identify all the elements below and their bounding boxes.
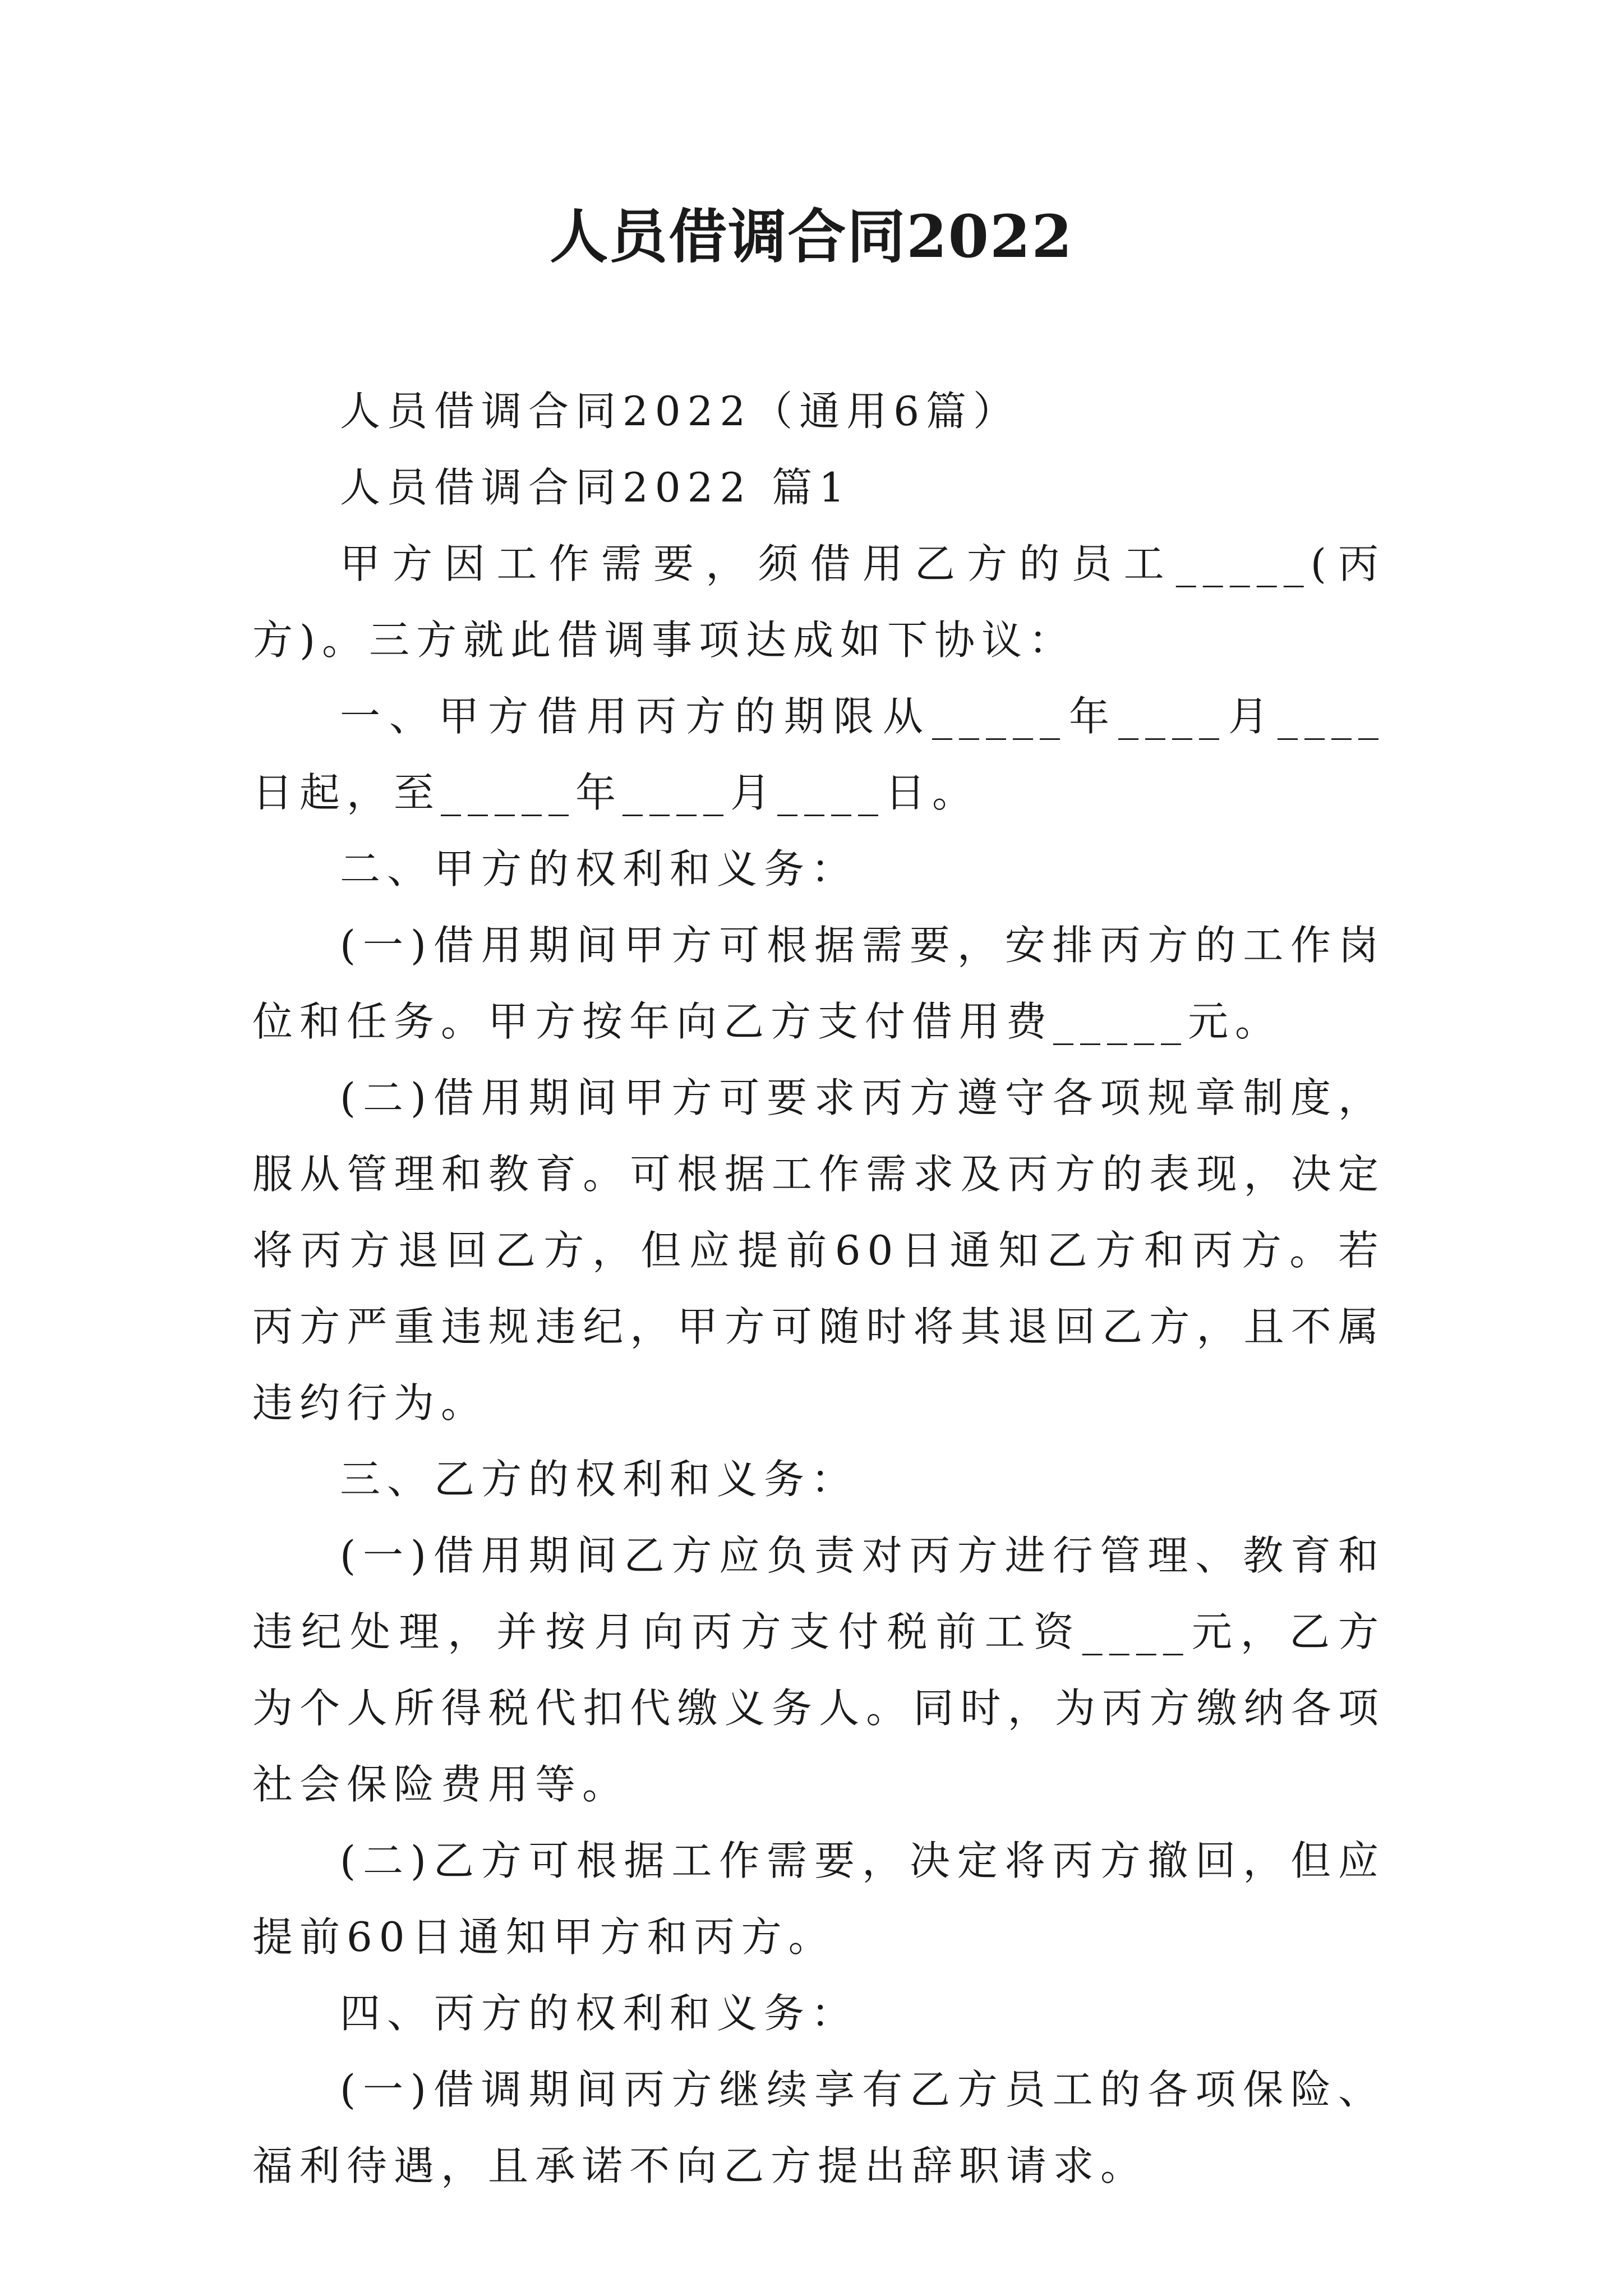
document-body <box>252 373 1385 2204</box>
paragraph-clause-4-1: (一)借调期间丙方继续享有乙方员工的各项保险、福利待遇，且承诺不向乙方提出辞职请求。 <box>252 2066 1385 2189</box>
paragraph-clause-2-1: (一)借用期间甲方可根据需要，安排丙方的工作岗位和任务。甲方按年向乙方支付借用费_____元。 <box>252 922 1385 1045</box>
paragraph-term-1: 一、甲方借用丙方的期限从_____年____月____日起，至_____年____月____日。 <box>252 693 1385 816</box>
paragraph-clause-2-2: (二)借用期间甲方可要求丙方遵守各项规章制度，服从管理和教育。可根据工作需求及丙方的表现，决定将丙方退回乙方，但应提前60日通知乙方和丙方。若丙方严重违规违纪，甲方可随时将其退回乙方，且不属违约行为。 <box>252 1074 1385 1427</box>
paragraph-clause-3-1: (一)借用期间乙方应负责对丙方进行管理、教育和违纪处理，并按月向丙方支付税前工资____元，乙方为个人所得税代扣代缴义务人。同时，为丙方缴纳各项社会保险费用等。 <box>252 1532 1385 1808</box>
paragraph-clause-3-2: (二)乙方可根据工作需要，决定将丙方撤回，但应提前60日通知甲方和丙方。 <box>252 1837 1385 1961</box>
document-title: 人员借调合同2022 <box>550 202 1073 271</box>
paragraph-clause-heading-3: 三、乙方的权利和义务： <box>340 1456 859 1503</box>
paragraph-clause-heading-4: 四、丙方的权利和义务： <box>340 1990 859 2037</box>
paragraph-section-heading: 人员借调合同2022 篇1 <box>340 464 851 511</box>
paragraph-intro: 甲方因工作需要，须借用乙方的员工_____(丙方)。三方就此借调事项达成如下协议： <box>252 540 1385 664</box>
paragraph-subtitle: 人员借调合同2022（通用6篇） <box>340 388 1021 435</box>
paragraph-clause-heading-2: 二、甲方的权利和义务： <box>340 845 859 892</box>
